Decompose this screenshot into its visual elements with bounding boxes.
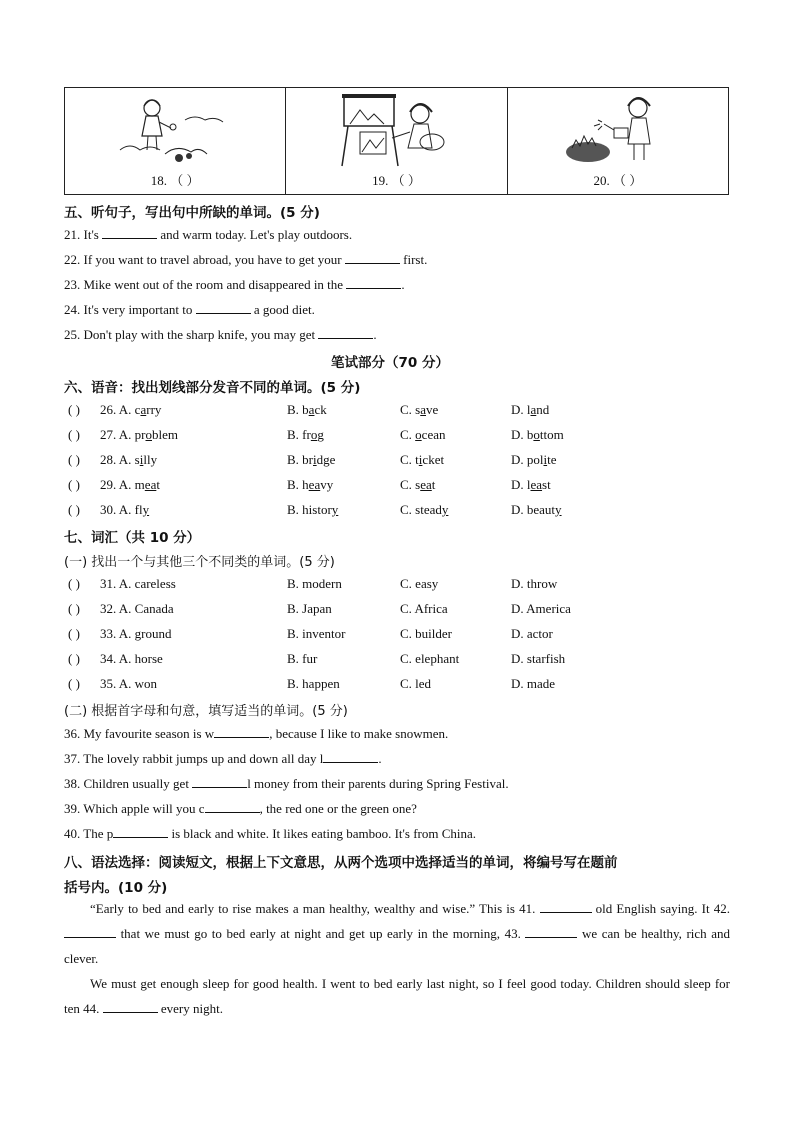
question-21-post: and warm today. Let's play outdoors. — [157, 227, 353, 242]
phonics-row-28 — [0, 452, 794, 472]
question-39-post: , the red one or the green one? — [259, 801, 417, 816]
section7-title: 七、词汇（共 10 分） — [64, 530, 201, 546]
passage-p1-d: that we must go to bed early at night and get up early in the morning, 43. — [116, 926, 526, 941]
option-a-28 — [100, 452, 157, 468]
option-c-29-post: t — [431, 477, 436, 492]
answer-paren-29[interactable]: ( ) — [68, 477, 80, 492]
answer-paren-27[interactable]: ( ) — [68, 427, 80, 442]
option-d-26-post: nd — [536, 402, 550, 417]
picture-table — [64, 87, 729, 195]
question-22-post: first. — [399, 252, 428, 267]
option-c-28-pre: C. t — [400, 452, 419, 467]
option-b-27 — [287, 427, 324, 443]
question-25-pre: 25. Don't play with the sharp knife, you may get — [64, 327, 319, 342]
passage-p1-e: we can be — [577, 926, 637, 941]
option-b-28-post: dge — [316, 452, 336, 467]
option-b-26-post: ck — [314, 402, 327, 417]
picture-cell-19 — [286, 88, 507, 194]
phonics-row-29 — [0, 477, 794, 497]
picture-cell-20 — [508, 88, 728, 194]
question-24-post: a good diet. — [250, 302, 315, 317]
option-a-26-pre: 26. A. c — [100, 402, 141, 417]
vocab-row-33 — [0, 626, 794, 646]
section6-title: 六、语音：找出划线部分发音不同的单词。(5 分) — [64, 380, 361, 396]
passage-paragraph-1 — [64, 896, 730, 971]
passage-p2-b: sleep for ten 44. — [64, 976, 730, 1016]
option-b-27-pre: B. fr — [287, 427, 311, 442]
option-d-28-underlined: i — [543, 452, 548, 467]
option-b-27-underlined: o — [310, 427, 318, 442]
option-d-34: D. starfish — [511, 651, 566, 666]
option-c-26 — [400, 402, 438, 418]
picture-label-19: 19. （ ） — [372, 173, 421, 188]
option-b-29 — [287, 477, 333, 493]
question-23-post: . — [401, 277, 405, 292]
answer-paren-35[interactable]: ( ) — [68, 676, 80, 691]
question-40-post: is black and white. It likes eating bamboo. It's from China. — [168, 826, 477, 841]
option-c-34: C. elephant — [400, 651, 460, 666]
answer-paren-28[interactable]: ( ) — [68, 452, 80, 467]
question-39-pre: 39. Which apple will you c — [64, 801, 205, 816]
option-c-26-pre: C. s — [400, 402, 421, 417]
option-a-27-post: blem — [152, 427, 178, 442]
option-b-28 — [287, 452, 335, 468]
option-a-27-underlined: o — [145, 427, 152, 442]
answer-blank-40[interactable] — [113, 826, 168, 838]
option-b-27-post: g — [317, 427, 324, 442]
option-a-29-underlined: ea — [144, 477, 157, 492]
option-b-30 — [287, 502, 338, 518]
answer-blank-36[interactable] — [214, 726, 269, 738]
section8-title-line2: 括号内。(10 分) — [64, 880, 168, 896]
answer-blank-25[interactable] — [318, 327, 373, 339]
option-c-28 — [400, 452, 444, 468]
question-36 — [64, 726, 448, 742]
question-25 — [64, 327, 377, 343]
option-b-26 — [287, 402, 327, 418]
option-d-35: D. made — [511, 676, 556, 691]
passage-p1-b: old English saying. — [591, 901, 698, 916]
option-d-27-post: ttom — [539, 427, 564, 442]
question-25-post: . — [373, 327, 377, 342]
picture-label-18: 18. （ ） — [150, 173, 200, 188]
question-40-pre: 40. The p — [64, 826, 114, 841]
option-a-34: 34. A. horse — [100, 651, 163, 666]
option-a-30 — [100, 502, 149, 518]
picture-cell-18 — [65, 88, 286, 194]
passage-p1-f: healthy, rich and clever. — [64, 926, 731, 966]
answer-blank-23[interactable] — [346, 277, 401, 289]
option-b-31: B. modern — [287, 576, 342, 591]
question-24-pre: 24. It's very important to — [64, 302, 196, 317]
option-a-29 — [100, 477, 160, 493]
answer-blank-43[interactable] — [525, 926, 577, 938]
passage-p2-c: every night. — [157, 1001, 223, 1016]
option-c-27-underlined: o — [415, 427, 422, 442]
vocab-row-34 — [0, 651, 794, 671]
question-37 — [64, 751, 382, 767]
answer-blank-42[interactable] — [64, 926, 116, 938]
question-21-pre: 21. It's — [64, 227, 103, 242]
phonics-row-26 — [0, 402, 794, 422]
section7-part1-title: (一) 找出一个与其他三个不同类的单词。(5 分) — [64, 555, 335, 570]
option-b-26-underlined: a — [308, 402, 315, 417]
option-d-29 — [511, 477, 551, 493]
question-21 — [64, 227, 352, 243]
passage-p1-a: “Early to bed and early to rise makes a man healthy, wealthy and wise.” This is 41. — [90, 901, 540, 916]
picture-label-20: 20. （ ） — [593, 173, 643, 188]
option-d-29-pre: D. l — [511, 477, 531, 492]
option-a-30-underlined: y — [142, 502, 150, 517]
option-a-35: 35. A. won — [100, 676, 158, 691]
option-a-33: 33. A. ground — [100, 626, 172, 641]
option-d-32: D. America — [511, 601, 571, 616]
option-a-26-post: rry — [146, 402, 162, 417]
question-22-pre: 22. If you want to travel abroad, you have to get your — [64, 252, 345, 267]
option-c-26-underlined: a — [420, 402, 427, 417]
phonics-row-30 — [0, 502, 794, 522]
option-d-26 — [511, 402, 549, 418]
question-40 — [64, 826, 476, 842]
option-b-29-pre: B. h — [287, 477, 309, 492]
answer-blank-41[interactable] — [540, 901, 592, 913]
answer-paren-32[interactable]: ( ) — [68, 601, 80, 616]
option-b-30-underlined: y — [331, 502, 339, 517]
option-a-28-pre: 28. A. s — [100, 452, 140, 467]
phonics-row-27 — [0, 427, 794, 447]
vocab-row-35 — [0, 676, 794, 696]
question-22 — [64, 252, 427, 268]
option-c-31: C. easy — [400, 576, 439, 591]
option-a-27-pre: 27. A. pr — [100, 427, 146, 442]
option-b-33: B. inventor — [287, 626, 346, 641]
answer-blank-21[interactable] — [102, 227, 157, 239]
option-c-30 — [400, 502, 448, 518]
option-b-26-pre: B. b — [287, 402, 309, 417]
answer-blank-22[interactable] — [345, 252, 400, 264]
vocab-row-31 — [0, 576, 794, 596]
option-c-29-underlined: ea — [420, 477, 432, 492]
passage-p2-a: We must get enough sleep for good health. I went to bed early last night, so I feel good today. Children should — [90, 976, 680, 991]
option-c-30-pre: C. stead — [400, 502, 442, 517]
option-b-29-post: vy — [320, 477, 334, 492]
option-d-30 — [511, 502, 562, 518]
option-d-28-pre: D. pol — [511, 452, 544, 467]
answer-blank-37[interactable] — [323, 751, 378, 763]
answer-blank-24[interactable] — [196, 302, 251, 314]
question-23 — [64, 277, 405, 293]
option-d-27-underlined: o — [533, 427, 540, 442]
option-c-35: C. led — [400, 676, 432, 691]
option-d-29-underlined: ea — [530, 477, 543, 492]
vocab-row-32 — [0, 601, 794, 621]
answer-paren-30[interactable]: ( ) — [68, 502, 80, 517]
question-36-pre: 36. My favourite season is w — [64, 726, 215, 741]
option-b-30-pre: B. histor — [287, 502, 332, 517]
option-c-30-underlined: y — [441, 502, 449, 517]
option-d-29-post: st — [542, 477, 551, 492]
option-b-28-underlined: i — [313, 452, 317, 467]
girl-watering-plants-icon — [558, 94, 678, 166]
option-d-33: D. actor — [511, 626, 553, 641]
answer-blank-44[interactable] — [103, 1001, 158, 1013]
option-a-28-underlined: i — [139, 452, 144, 467]
option-d-27-pre: D. b — [511, 427, 534, 442]
question-38-pre: 38. Children usually get — [64, 776, 193, 791]
written-part-heading: 笔试部分（70 分） — [331, 355, 449, 371]
option-d-26-underlined: a — [530, 402, 537, 417]
girl-painting-easel-icon — [336, 94, 456, 168]
passage-paragraph-2 — [64, 971, 730, 1021]
girl-holding-flower-icon — [115, 94, 235, 166]
question-37-pre: 37. The lovely rabbit jumps up and down all day l — [64, 751, 324, 766]
option-b-32: B. Japan — [287, 601, 332, 616]
option-a-29-pre: 29. A. m — [100, 477, 145, 492]
answer-blank-38[interactable] — [192, 776, 247, 788]
option-a-29-post: t — [156, 477, 160, 492]
answer-blank-39[interactable] — [205, 801, 260, 813]
option-a-31: 31. A. careless — [100, 576, 176, 591]
option-a-26 — [100, 402, 161, 418]
option-b-28-pre: B. br — [287, 452, 313, 467]
option-d-31: D. throw — [511, 576, 558, 591]
option-c-27-post: cean — [421, 427, 446, 442]
option-d-26-pre: D. l — [511, 402, 531, 417]
section8-title-line1: 八、语法选择：阅读短文，根据上下文意思，从两个选项中选择适当的单词，将编号写在题前 — [64, 855, 618, 871]
option-d-30-pre: D. beaut — [511, 502, 556, 517]
option-b-34: B. fur — [287, 651, 318, 666]
answer-paren-33[interactable]: ( ) — [68, 626, 80, 641]
option-c-28-post: cket — [422, 452, 445, 467]
option-d-27 — [511, 427, 564, 443]
option-c-29 — [400, 477, 435, 493]
answer-paren-26[interactable]: ( ) — [68, 402, 80, 417]
question-24 — [64, 302, 315, 318]
option-d-30-underlined: y — [555, 502, 562, 517]
option-c-32: C. Africa — [400, 601, 448, 616]
option-a-28-post: lly — [143, 452, 158, 467]
passage-p1-c: It 42. — [701, 901, 730, 916]
question-39 — [64, 801, 417, 817]
section7-part2-title: (二) 根据首字母和句意，填写适当的单词。(5 分) — [64, 704, 348, 719]
option-c-27-pre: C. — [400, 427, 416, 442]
section5-title: 五、听句子，写出句中所缺的单词。(5 分) — [64, 205, 320, 221]
answer-paren-34[interactable]: ( ) — [68, 651, 80, 666]
question-23-pre: 23. Mike went out of the room and disappeared in the — [64, 277, 347, 292]
option-d-28-post: te — [547, 452, 557, 467]
question-38 — [64, 776, 509, 792]
option-d-28 — [511, 452, 557, 468]
option-c-26-post: ve — [426, 402, 439, 417]
option-a-26-underlined: a — [140, 402, 147, 417]
option-c-33: C. builder — [400, 626, 452, 641]
option-a-30-pre: 30. A. fl — [100, 502, 143, 517]
option-a-32: 32. A. Canada — [100, 601, 174, 616]
option-c-29-pre: C. s — [400, 477, 421, 492]
option-c-27 — [400, 427, 445, 443]
option-b-29-underlined: ea — [308, 477, 321, 492]
answer-paren-31[interactable]: ( ) — [68, 576, 80, 591]
option-a-27 — [100, 427, 178, 443]
option-b-35: B. happen — [287, 676, 340, 691]
question-38-post: l money from their parents during Spring Festival. — [247, 776, 509, 791]
question-37-post: . — [378, 751, 382, 766]
question-36-post: , because I like to make snowmen. — [269, 726, 449, 741]
option-c-28-underlined: i — [418, 452, 423, 467]
